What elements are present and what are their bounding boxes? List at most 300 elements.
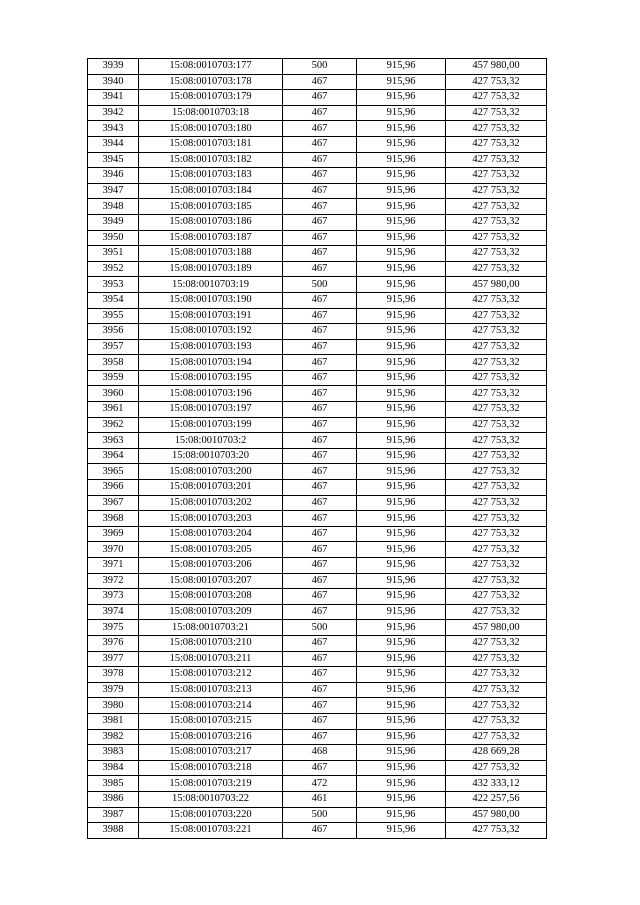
area-cell: 467 [283,729,357,745]
cadastral-value-cell: 427 753,32 [446,698,547,714]
cadastral-number-cell: 15:08:0010703:214 [139,698,283,714]
cadastral-value-cell: 427 753,32 [446,760,547,776]
cadastral-number-cell: 15:08:0010703:211 [139,651,283,667]
cadastral-value-cell: 427 753,32 [446,464,547,480]
row-number-cell: 3957 [88,339,139,355]
table-row [88,729,547,745]
unit-rate-cell: 915,96 [357,370,446,386]
unit-rate-cell: 915,96 [357,386,446,402]
area-cell: 467 [283,495,357,511]
table-row [88,292,547,308]
area-cell: 467 [283,635,357,651]
row-number-cell: 3962 [88,417,139,433]
unit-rate-cell: 915,96 [357,277,446,293]
area-cell: 467 [283,464,357,480]
cadastral-value-cell: 427 753,32 [446,635,547,651]
unit-rate-cell: 915,96 [357,105,446,121]
cadastral-value-cell: 427 753,32 [446,183,547,199]
unit-rate-cell: 915,96 [357,573,446,589]
table-body [88,59,547,839]
cadastral-value-cell: 427 753,32 [446,308,547,324]
unit-rate-cell: 915,96 [357,292,446,308]
area-cell: 461 [283,791,357,807]
cadastral-value-cell: 427 753,32 [446,542,547,558]
table-row [88,776,547,792]
unit-rate-cell: 915,96 [357,464,446,480]
unit-rate-cell: 915,96 [357,807,446,823]
cadastral-value-cell: 427 753,32 [446,339,547,355]
cadastral-number-cell: 15:08:0010703:20 [139,448,283,464]
unit-rate-cell: 915,96 [357,152,446,168]
row-number-cell: 3977 [88,651,139,667]
cadastral-number-cell: 15:08:0010703:206 [139,558,283,574]
table-row [88,480,547,496]
cadastral-number-cell: 15:08:0010703:207 [139,573,283,589]
cadastral-value-cell: 427 753,32 [446,386,547,402]
cadastral-number-cell: 15:08:0010703:200 [139,464,283,480]
cadastral-number-cell: 15:08:0010703:220 [139,807,283,823]
area-cell: 467 [283,698,357,714]
table-row [88,324,547,340]
unit-rate-cell: 915,96 [357,682,446,698]
row-number-cell: 3952 [88,261,139,277]
cadastral-value-cell: 457 980,00 [446,620,547,636]
cadastral-number-cell: 15:08:0010703:194 [139,355,283,371]
unit-rate-cell: 915,96 [357,542,446,558]
cadastral-number-cell: 15:08:0010703:184 [139,183,283,199]
area-cell: 467 [283,823,357,839]
row-number-cell: 3953 [88,277,139,293]
row-number-cell: 3964 [88,448,139,464]
area-cell: 467 [283,152,357,168]
cadastral-number-cell: 15:08:0010703:192 [139,324,283,340]
unit-rate-cell: 915,96 [357,480,446,496]
unit-rate-cell: 915,96 [357,308,446,324]
unit-rate-cell: 915,96 [357,791,446,807]
table-row [88,152,547,168]
table-row [88,402,547,418]
cadastral-number-cell: 15:08:0010703:177 [139,59,283,75]
row-number-cell: 3970 [88,542,139,558]
cadastral-number-cell: 15:08:0010703:21 [139,620,283,636]
table-row [88,713,547,729]
row-number-cell: 3942 [88,105,139,121]
table-row [88,183,547,199]
table-row [88,526,547,542]
table-row [88,433,547,449]
table-row [88,121,547,137]
area-cell: 467 [283,292,357,308]
area-cell: 500 [283,277,357,293]
row-number-cell: 3987 [88,807,139,823]
area-cell: 467 [283,433,357,449]
unit-rate-cell: 915,96 [357,183,446,199]
area-cell: 467 [283,651,357,667]
table-row [88,448,547,464]
row-number-cell: 3968 [88,511,139,527]
area-cell: 467 [283,573,357,589]
cadastral-number-cell: 15:08:0010703:196 [139,386,283,402]
area-cell: 467 [283,183,357,199]
cadastral-value-cell: 427 753,32 [446,199,547,215]
area-cell: 467 [283,339,357,355]
area-cell: 467 [283,386,357,402]
row-number-cell: 3965 [88,464,139,480]
table-row [88,59,547,75]
cadastral-number-cell: 15:08:0010703:186 [139,214,283,230]
cadastral-value-cell: 457 980,00 [446,277,547,293]
area-cell: 467 [283,542,357,558]
unit-rate-cell: 915,96 [357,558,446,574]
cadastral-number-cell: 15:08:0010703:205 [139,542,283,558]
cadastral-value-cell: 427 753,32 [446,105,547,121]
row-number-cell: 3940 [88,74,139,90]
area-cell: 500 [283,807,357,823]
area-cell: 472 [283,776,357,792]
row-number-cell: 3979 [88,682,139,698]
area-cell: 467 [283,370,357,386]
cadastral-number-cell: 15:08:0010703:195 [139,370,283,386]
row-number-cell: 3941 [88,90,139,106]
unit-rate-cell: 915,96 [357,168,446,184]
cadastral-value-cell: 427 753,32 [446,261,547,277]
table-row [88,386,547,402]
table-row [88,620,547,636]
cadastral-value-cell: 427 753,32 [446,136,547,152]
unit-rate-cell: 915,96 [357,651,446,667]
cadastral-value-cell: 427 753,32 [446,402,547,418]
unit-rate-cell: 915,96 [357,589,446,605]
cadastral-number-cell: 15:08:0010703:191 [139,308,283,324]
area-cell: 467 [283,417,357,433]
cadastral-number-cell: 15:08:0010703:19 [139,277,283,293]
cadastral-value-cell: 427 753,32 [446,573,547,589]
row-number-cell: 3955 [88,308,139,324]
table-row [88,823,547,839]
cadastral-value-cell: 427 753,32 [446,74,547,90]
table-row [88,230,547,246]
row-number-cell: 3945 [88,152,139,168]
cadastral-number-cell: 15:08:0010703:202 [139,495,283,511]
unit-rate-cell: 915,96 [357,90,446,106]
cadastral-value-cell: 427 753,32 [446,417,547,433]
unit-rate-cell: 915,96 [357,324,446,340]
area-cell: 467 [283,448,357,464]
cadastral-value-cell: 422 257,56 [446,791,547,807]
cadastral-value-cell: 427 753,32 [446,370,547,386]
cadastral-number-cell: 15:08:0010703:212 [139,667,283,683]
cadastral-number-cell: 15:08:0010703:208 [139,589,283,605]
cadastral-value-cell: 427 753,32 [446,246,547,262]
area-cell: 467 [283,480,357,496]
table-row [88,573,547,589]
table-row [88,105,547,121]
unit-rate-cell: 915,96 [357,511,446,527]
table-row [88,339,547,355]
area-cell: 467 [283,526,357,542]
row-number-cell: 3974 [88,604,139,620]
cadastral-number-cell: 15:08:0010703:2 [139,433,283,449]
area-cell: 467 [283,230,357,246]
unit-rate-cell: 915,96 [357,261,446,277]
table-row [88,355,547,371]
table-row [88,635,547,651]
cadastral-value-cell: 427 753,32 [446,651,547,667]
area-cell: 467 [283,308,357,324]
cadastral-number-cell: 15:08:0010703:180 [139,121,283,137]
area-cell: 467 [283,402,357,418]
unit-rate-cell: 915,96 [357,417,446,433]
table-row [88,511,547,527]
area-cell: 467 [283,199,357,215]
cadastral-value-table [87,58,547,839]
cadastral-value-cell: 427 753,32 [446,667,547,683]
unit-rate-cell: 915,96 [357,620,446,636]
cadastral-number-cell: 15:08:0010703:22 [139,791,283,807]
cadastral-number-cell: 15:08:0010703:199 [139,417,283,433]
area-cell: 467 [283,713,357,729]
area-cell: 467 [283,682,357,698]
cadastral-value-cell: 427 753,32 [446,511,547,527]
row-number-cell: 3963 [88,433,139,449]
cadastral-value-cell: 427 753,32 [446,230,547,246]
row-number-cell: 3948 [88,199,139,215]
cadastral-number-cell: 15:08:0010703:209 [139,604,283,620]
cadastral-value-cell: 432 333,12 [446,776,547,792]
cadastral-value-cell: 427 753,32 [446,121,547,137]
unit-rate-cell: 915,96 [357,59,446,75]
row-number-cell: 3956 [88,324,139,340]
cadastral-number-cell: 15:08:0010703:210 [139,635,283,651]
unit-rate-cell: 915,96 [357,604,446,620]
cadastral-number-cell: 15:08:0010703:185 [139,199,283,215]
cadastral-value-cell: 427 753,32 [446,90,547,106]
unit-rate-cell: 915,96 [357,823,446,839]
cadastral-number-cell: 15:08:0010703:217 [139,745,283,761]
area-cell: 500 [283,59,357,75]
cadastral-number-cell: 15:08:0010703:189 [139,261,283,277]
unit-rate-cell: 915,96 [357,698,446,714]
row-number-cell: 3975 [88,620,139,636]
table-row [88,807,547,823]
cadastral-number-cell: 15:08:0010703:187 [139,230,283,246]
cadastral-number-cell: 15:08:0010703:197 [139,402,283,418]
area-cell: 467 [283,558,357,574]
row-number-cell: 3950 [88,230,139,246]
cadastral-value-cell: 427 753,32 [446,168,547,184]
area-cell: 467 [283,74,357,90]
cadastral-value-cell: 427 753,32 [446,292,547,308]
row-number-cell: 3969 [88,526,139,542]
unit-rate-cell: 915,96 [357,230,446,246]
unit-rate-cell: 915,96 [357,667,446,683]
row-number-cell: 3983 [88,745,139,761]
cadastral-number-cell: 15:08:0010703:179 [139,90,283,106]
row-number-cell: 3954 [88,292,139,308]
unit-rate-cell: 915,96 [357,339,446,355]
unit-rate-cell: 915,96 [357,760,446,776]
unit-rate-cell: 915,96 [357,199,446,215]
area-cell: 500 [283,620,357,636]
row-number-cell: 3946 [88,168,139,184]
table-row [88,308,547,324]
table-row [88,214,547,230]
row-number-cell: 3971 [88,558,139,574]
area-cell: 468 [283,745,357,761]
cadastral-number-cell: 15:08:0010703:18 [139,105,283,121]
table-row [88,682,547,698]
table-row [88,417,547,433]
table-row [88,277,547,293]
cadastral-number-cell: 15:08:0010703:190 [139,292,283,308]
row-number-cell: 3984 [88,760,139,776]
row-number-cell: 3961 [88,402,139,418]
cadastral-number-cell: 15:08:0010703:204 [139,526,283,542]
unit-rate-cell: 915,96 [357,402,446,418]
cadastral-value-cell: 427 753,32 [446,604,547,620]
table-row [88,74,547,90]
row-number-cell: 3947 [88,183,139,199]
table-row [88,199,547,215]
cadastral-number-cell: 15:08:0010703:219 [139,776,283,792]
cadastral-number-cell: 15:08:0010703:182 [139,152,283,168]
table-row [88,698,547,714]
cadastral-value-cell: 427 753,32 [446,526,547,542]
area-cell: 467 [283,105,357,121]
cadastral-value-cell: 427 753,32 [446,448,547,464]
cadastral-value-cell: 427 753,32 [446,433,547,449]
cadastral-number-cell: 15:08:0010703:203 [139,511,283,527]
row-number-cell: 3981 [88,713,139,729]
cadastral-value-cell: 427 753,32 [446,823,547,839]
cadastral-value-cell: 427 753,32 [446,480,547,496]
table-row [88,90,547,106]
area-cell: 467 [283,136,357,152]
cadastral-number-cell: 15:08:0010703:213 [139,682,283,698]
cadastral-value-cell: 428 669,28 [446,745,547,761]
row-number-cell: 3949 [88,214,139,230]
unit-rate-cell: 915,96 [357,121,446,137]
row-number-cell: 3939 [88,59,139,75]
cadastral-value-cell: 427 753,32 [446,558,547,574]
unit-rate-cell: 915,96 [357,355,446,371]
unit-rate-cell: 915,96 [357,448,446,464]
row-number-cell: 3980 [88,698,139,714]
table-row [88,246,547,262]
cadastral-value-cell: 427 753,32 [446,152,547,168]
unit-rate-cell: 915,96 [357,136,446,152]
area-cell: 467 [283,246,357,262]
cadastral-value-cell: 427 753,32 [446,214,547,230]
cadastral-value-cell: 427 753,32 [446,713,547,729]
row-number-cell: 3960 [88,386,139,402]
cadastral-number-cell: 15:08:0010703:216 [139,729,283,745]
cadastral-value-cell: 427 753,32 [446,495,547,511]
table-row [88,558,547,574]
unit-rate-cell: 915,96 [357,526,446,542]
unit-rate-cell: 915,96 [357,214,446,230]
area-cell: 467 [283,324,357,340]
row-number-cell: 3951 [88,246,139,262]
area-cell: 467 [283,760,357,776]
unit-rate-cell: 915,96 [357,713,446,729]
area-cell: 467 [283,511,357,527]
unit-rate-cell: 915,96 [357,495,446,511]
row-number-cell: 3967 [88,495,139,511]
cadastral-number-cell: 15:08:0010703:193 [139,339,283,355]
row-number-cell: 3972 [88,573,139,589]
table-row [88,495,547,511]
area-cell: 467 [283,121,357,137]
table-row [88,261,547,277]
row-number-cell: 3959 [88,370,139,386]
table-row [88,464,547,480]
cadastral-number-cell: 15:08:0010703:183 [139,168,283,184]
cadastral-number-cell: 15:08:0010703:188 [139,246,283,262]
table-row [88,136,547,152]
table-row [88,791,547,807]
unit-rate-cell: 915,96 [357,246,446,262]
cadastral-value-cell: 427 753,32 [446,729,547,745]
unit-rate-cell: 915,96 [357,74,446,90]
area-cell: 467 [283,261,357,277]
cadastral-value-cell: 427 753,32 [446,589,547,605]
unit-rate-cell: 915,96 [357,776,446,792]
table-row [88,745,547,761]
row-number-cell: 3973 [88,589,139,605]
cadastral-value-cell: 427 753,32 [446,682,547,698]
row-number-cell: 3985 [88,776,139,792]
row-number-cell: 3986 [88,791,139,807]
cadastral-value-cell: 427 753,32 [446,355,547,371]
row-number-cell: 3958 [88,355,139,371]
row-number-cell: 3978 [88,667,139,683]
area-cell: 467 [283,667,357,683]
table-row [88,651,547,667]
row-number-cell: 3966 [88,480,139,496]
cadastral-value-cell: 457 980,00 [446,59,547,75]
unit-rate-cell: 915,96 [357,433,446,449]
table-row [88,589,547,605]
unit-rate-cell: 915,96 [357,729,446,745]
unit-rate-cell: 915,96 [357,745,446,761]
table-row [88,168,547,184]
cadastral-number-cell: 15:08:0010703:201 [139,480,283,496]
table-row [88,542,547,558]
unit-rate-cell: 915,96 [357,635,446,651]
table-row [88,667,547,683]
area-cell: 467 [283,214,357,230]
area-cell: 467 [283,168,357,184]
row-number-cell: 3982 [88,729,139,745]
row-number-cell: 3943 [88,121,139,137]
cadastral-number-cell: 15:08:0010703:218 [139,760,283,776]
area-cell: 467 [283,90,357,106]
table-row [88,604,547,620]
table-row [88,370,547,386]
row-number-cell: 3976 [88,635,139,651]
cadastral-value-cell: 427 753,32 [446,324,547,340]
row-number-cell: 3988 [88,823,139,839]
cadastral-number-cell: 15:08:0010703:178 [139,74,283,90]
area-cell: 467 [283,355,357,371]
cadastral-number-cell: 15:08:0010703:215 [139,713,283,729]
cadastral-number-cell: 15:08:0010703:181 [139,136,283,152]
table-row [88,760,547,776]
cadastral-value-cell: 457 980,00 [446,807,547,823]
area-cell: 467 [283,604,357,620]
row-number-cell: 3944 [88,136,139,152]
